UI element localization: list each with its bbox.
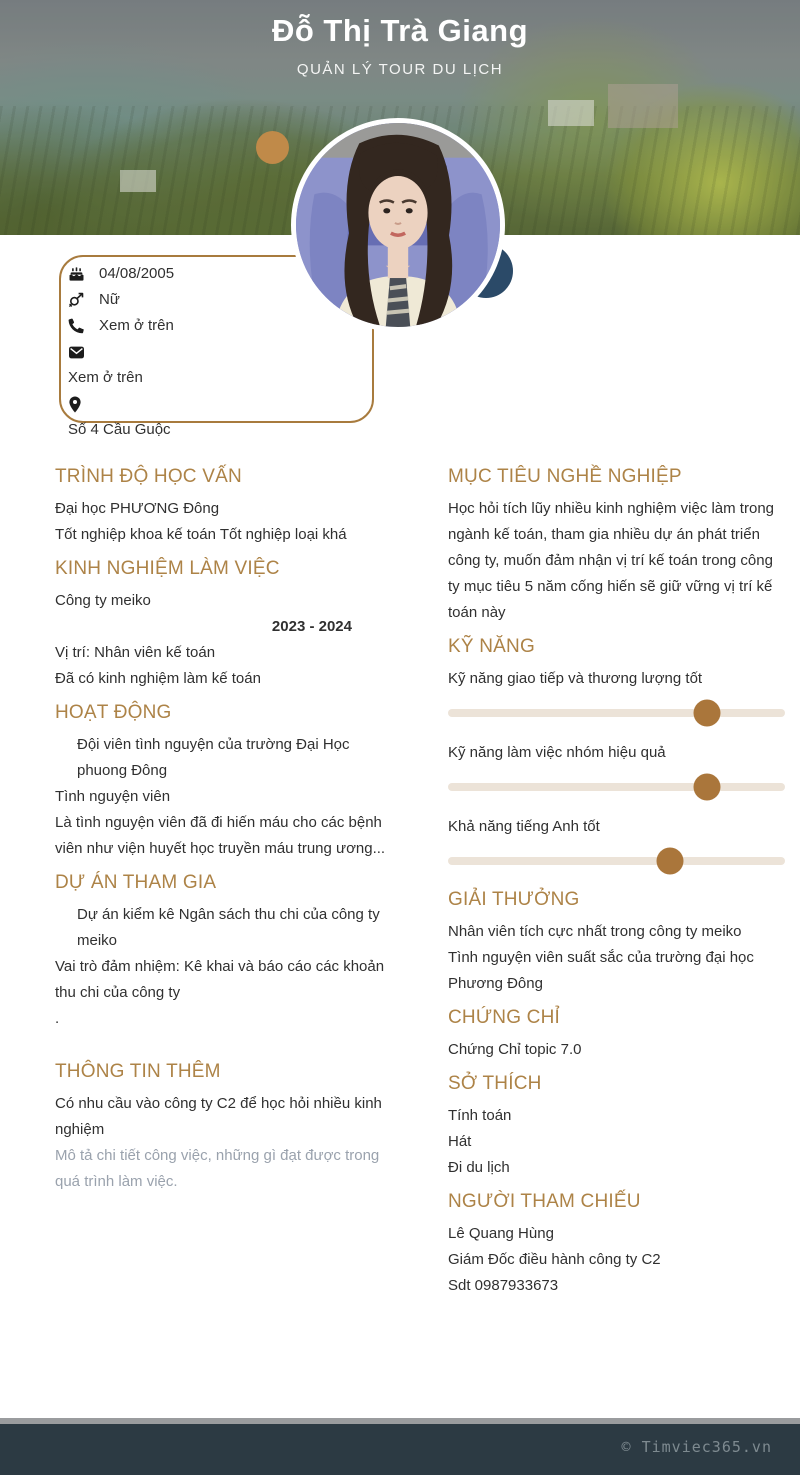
- candidate-job-title: QUẢN LÝ TOUR DU LỊCH: [296, 61, 504, 78]
- experience-position: Vị trí: Nhân viên kế toán: [55, 644, 216, 661]
- section-title-projects: DỰ ÁN THAM GIA: [55, 872, 217, 893]
- reference-phone: Sdt 0987933673: [448, 1277, 559, 1294]
- skill-slider-knob[interactable]: [694, 774, 721, 801]
- project-trailing-dot: .: [55, 1010, 60, 1027]
- skill-slider[interactable]: [448, 709, 785, 717]
- birthday-value: 04/08/2005: [99, 265, 175, 282]
- section-title-awards: GIẢI THƯỞNG: [448, 889, 580, 910]
- gender-icon: [68, 287, 85, 309]
- address-icon-row: [68, 391, 308, 417]
- experience-company: Công ty meiko: [55, 592, 151, 609]
- contact-info-list: [68, 261, 308, 443]
- section-title-certificates: CHỨNG CHỈ: [448, 1007, 560, 1028]
- email-icon-row: [68, 339, 308, 365]
- section-title-skills: KỸ NĂNG: [448, 636, 535, 657]
- phone-icon: [68, 313, 85, 334]
- section-title-activities: HOẠT ĐỘNG: [55, 702, 172, 723]
- skill-slider-knob[interactable]: [694, 700, 721, 727]
- section-title-objective: MỤC TIÊU NGHỀ NGHIỆP: [448, 466, 682, 487]
- phone-value: Xem ở trên: [99, 317, 174, 334]
- skill-label: Khả năng tiếng Anh tốt: [448, 818, 600, 835]
- address-value: Số 4 Cầu Guộc: [68, 421, 171, 438]
- skill-label: Kỹ năng giao tiếp và thương lượng tốt: [448, 670, 703, 687]
- hobby-item: Đi du lịch: [448, 1159, 510, 1176]
- footer-bar: [0, 1418, 800, 1475]
- more-info-text: Có nhu cầu vào công ty C2 để học hỏi nhiều kinh nghiệm: [55, 1095, 382, 1138]
- section-title-more-info: THÔNG TIN THÊM: [55, 1061, 221, 1082]
- decorative-tan-circle: [256, 131, 289, 164]
- profile-photo-illustration: [296, 123, 500, 327]
- right-column: [448, 456, 785, 1299]
- section-title-experience: KINH NGHIỆM LÀM VIỆC: [55, 558, 280, 579]
- activities-organization: Đội viên tình nguyện của trường Đại Học phuong Đông: [77, 736, 350, 779]
- village-house-shape: [120, 170, 156, 192]
- education-school: Đại học PHƯƠNG Đông: [55, 500, 220, 517]
- more-info-placeholder: Mô tả chi tiết công việc, những gì đạt được trong quá trình làm việc.: [55, 1147, 380, 1190]
- left-column: [55, 456, 395, 1195]
- activities-role: Tình nguyện viên: [55, 788, 171, 805]
- village-house-shape: [548, 100, 594, 126]
- profile-photo: [296, 123, 500, 327]
- skill-label: Kỹ năng làm việc nhóm hiệu quả: [448, 744, 666, 761]
- reference-name: Lê Quang Hùng: [448, 1225, 554, 1242]
- award-item: Nhân viên tích cực nhất trong công ty meiko: [448, 923, 742, 940]
- section-title-references: NGƯỜI THAM CHIẾU: [448, 1191, 641, 1212]
- certificate-item: Chứng Chỉ topic 7.0: [448, 1041, 582, 1058]
- hobby-item: Hát: [448, 1133, 472, 1150]
- skill-slider[interactable]: [448, 783, 785, 791]
- email-value: Xem ở trên: [68, 369, 143, 386]
- phone-row: [68, 313, 308, 339]
- project-name: Dự án kiểm kê Ngân sách thu chi của công ty meiko: [77, 906, 380, 949]
- village-house-shape: [608, 84, 678, 128]
- email-envelope-icon: [68, 339, 85, 361]
- activities-detail: Là tình nguyện viên đã đi hiến máu cho các bệnh viên như viện huyết học truyền máu trung ương...: [55, 814, 386, 857]
- birthday-row: [68, 261, 308, 287]
- experience-detail: Đã có kinh nghiệm làm kế toán: [55, 670, 261, 687]
- award-item: Tình nguyện viên suất sắc của trường đại học Phương Đông: [448, 949, 754, 992]
- section-title-education: TRÌNH ĐỘ HỌC VẤN: [55, 466, 242, 487]
- skill-slider-knob[interactable]: [657, 848, 684, 875]
- birthday-cake-icon: [68, 261, 85, 283]
- reference-position: Giám Đốc điều hành công ty C2: [448, 1251, 661, 1268]
- education-detail: Tốt nghiệp khoa kế toán Tốt nghiệp loại khá: [55, 526, 347, 543]
- gender-value: Nữ: [99, 291, 120, 308]
- footer-copyright-link[interactable]: © Timviec365.vn: [621, 1438, 772, 1456]
- section-title-hobbies: SỞ THÍCH: [448, 1073, 542, 1094]
- hobby-item: Tính toán: [448, 1107, 512, 1124]
- project-role: Vai trò đảm nhiệm: Kê khai và báo cáo các khoản thu chi của công ty: [55, 958, 385, 1001]
- candidate-name: Đỗ Thị Trà Giang: [271, 13, 528, 48]
- experience-period: 2023 - 2024: [271, 618, 352, 635]
- skills-list: [448, 666, 785, 865]
- gender-row: [68, 287, 308, 313]
- location-pin-icon: [68, 391, 85, 413]
- skill-slider[interactable]: [448, 857, 785, 865]
- objective-text: Học hỏi tích lũy nhiều kinh nghiệm việc làm trong ngành kế toán, tham gia nhiều dự án phát triển công ty, muốn đảm nhận vị trí kế toán trong công ty mục tiêu 5 năm cống hiến sẽ giữ vững vị trí kế toán này: [448, 500, 775, 621]
